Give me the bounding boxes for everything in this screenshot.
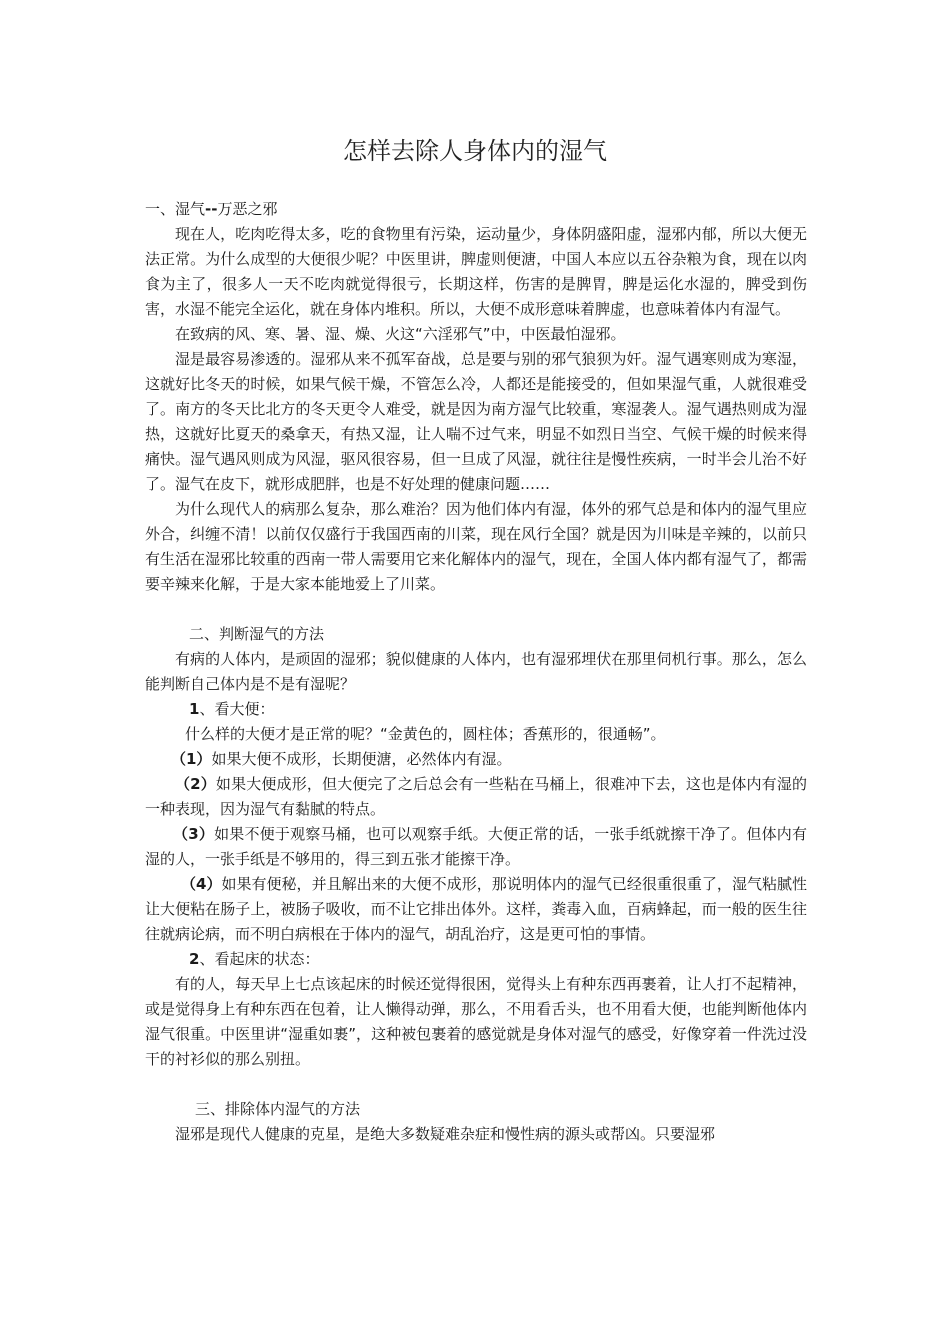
section-3-paragraph-1: 湿邪是现代人健康的克星，是绝大多数疑难杂症和慢性病的源头或帮凶。只要湿邪 <box>175 1125 716 1143</box>
section-2-paragraph-2: 有的人，每天早上七点该起床的时候还觉得很困，觉得头上有种东西再裹着，让人打不起精神，或是觉得身上有种东西在包着，让人懒得动弹，那么，不用看舌头，也不用看大便，也能判断他体内湿气很重。中医里讲“湿重如裹”，这种被包裹着的感觉就是身体对湿气的感受，好像穿着一件洗过没干的衬衫似的那么别扭。 <box>145 975 807 1068</box>
subheading-number: 1 <box>189 700 200 718</box>
list-item <box>145 872 807 947</box>
subheading-text: 、看大便： <box>199 700 275 718</box>
subheading-number: 2 <box>189 950 200 968</box>
list-item <box>145 822 807 872</box>
section-1-paragraph-1: 现在人，吃肉吃得太多，吃的食物里有污染，运动量少，身体阴盛阳虚，湿邪内郁，所以大便无法正常。为什么成型的大便很少呢？中医里讲，脾虚则便溏，中国人本应以五谷杂粮为食，现在以肉食为主了，很多人一天不吃肉就觉得很亏，长期这样，伤害的是脾胃，脾是运化水湿的，脾受到伤害，水湿不能完全运化，就在身体内堆积。所以，大便不成形意味着脾虚，也意味着体内有湿气。 <box>145 225 807 318</box>
list-item-number: （3） <box>173 825 215 843</box>
section-1-paragraph-4: 为什么现代人的病那么复杂，那么难治？因为他们体内有湿，体外的邪气总是和体内的湿气里应外合，纠缠不清！以前仅仅盛行于我国西南的川菜，现在风行全国？就是因为川味是辛辣的，以前只有生活在湿邪比较重的西南一带人需要用它来化解体内的湿气，现在，全国人体内都有湿气了，都需要辛辣来化解，于是大家本能地爱上了川菜。 <box>145 500 807 593</box>
subheading-waking <box>145 947 807 972</box>
list-item-number: （1） <box>171 750 212 768</box>
document-title: 怎样去除人身体内的湿气 <box>343 137 607 165</box>
section-2-heading: 二、判断湿气的方法 <box>189 625 325 643</box>
list-item-number: （4） <box>181 875 222 893</box>
section-1-heading-part: 一、湿气 <box>145 200 206 218</box>
section-3-heading: 三、排除体内湿气的方法 <box>195 1100 361 1118</box>
section-1-heading <box>145 197 807 222</box>
list-item-text: 如果不便于观察马桶，也可以观察手纸。大便正常的话，一张手纸就擦干净了。但体内有湿的人，一张手纸是不够用的，得三到五张才能擦干净。 <box>145 825 808 868</box>
section-1-paragraph-2: 在致病的风、寒、暑、湿、燥、火这“六淫邪气”中，中医最怕湿邪。 <box>175 325 626 343</box>
subheading-text: 、看起床的状态： <box>199 950 320 968</box>
list-item <box>145 772 807 822</box>
section-2-paragraph-1: 有病的人体内，是顽固的湿邪；貌似健康的人体内，也有湿邪埋伏在那里伺机行事。那么，怎么能判断自己体内是不是有湿呢？ <box>145 650 807 693</box>
list-item <box>145 747 807 772</box>
normal-stool-question: 什么样的大便才是正常的呢？“金黄色的，圆柱体；香蕉形的，很通畅”。 <box>185 725 666 743</box>
list-item-text: 如果有便秘，并且解出来的大便不成形，那说明体内的湿气已经很重很重了，湿气粘腻性让大便粘在肠子上，被肠子吸收，而不让它排出体外。这样，粪毒入血，百病蜂起，而一般的医生往往就病论病，而不明白病根在于体内的湿气，胡乱治疗，这是更可怕的事情。 <box>145 875 807 943</box>
list-item-number: （2） <box>175 775 216 793</box>
section-1-heading-dash: -- <box>205 200 218 218</box>
list-item-text: 如果大便不成形，长期便溏，必然体内有湿。 <box>211 750 512 768</box>
spacer <box>145 597 807 622</box>
document-body <box>145 197 807 1147</box>
section-1-paragraph-3: 湿是最容易渗透的。湿邪从来不孤军奋战，总是要与别的邪气狼狈为奸。湿气遇寒则成为寒湿，这就好比冬天的时候，如果气候干燥，不管怎么冷，人都还是能接受的，但如果湿气重，人就很难受了。南方的冬天比北方的冬天更令人难受，就是因为南方湿气比较重，寒湿袭人。湿气遇热则成为湿热，这就好比夏天的桑拿天，有热又湿，让人喘不过气来，明显不如烈日当空、气候干燥的时候来得痛快。湿气遇风则成为风湿，驱风很容易，但一旦成了风湿，就往往是慢性疾病，一时半会儿治不好了。湿气在皮下，就形成肥胖，也是不好处理的健康问题…… <box>145 350 807 493</box>
section-1-heading-part: 万恶之邪 <box>217 200 278 218</box>
spacer <box>145 1072 807 1097</box>
list-item-text: 如果大便成形，但大便完了之后总会有一些粘在马桶上，很难冲下去，这也是体内有湿的一种表现，因为湿气有黏腻的特点。 <box>145 775 807 818</box>
subheading-stool <box>145 697 807 722</box>
